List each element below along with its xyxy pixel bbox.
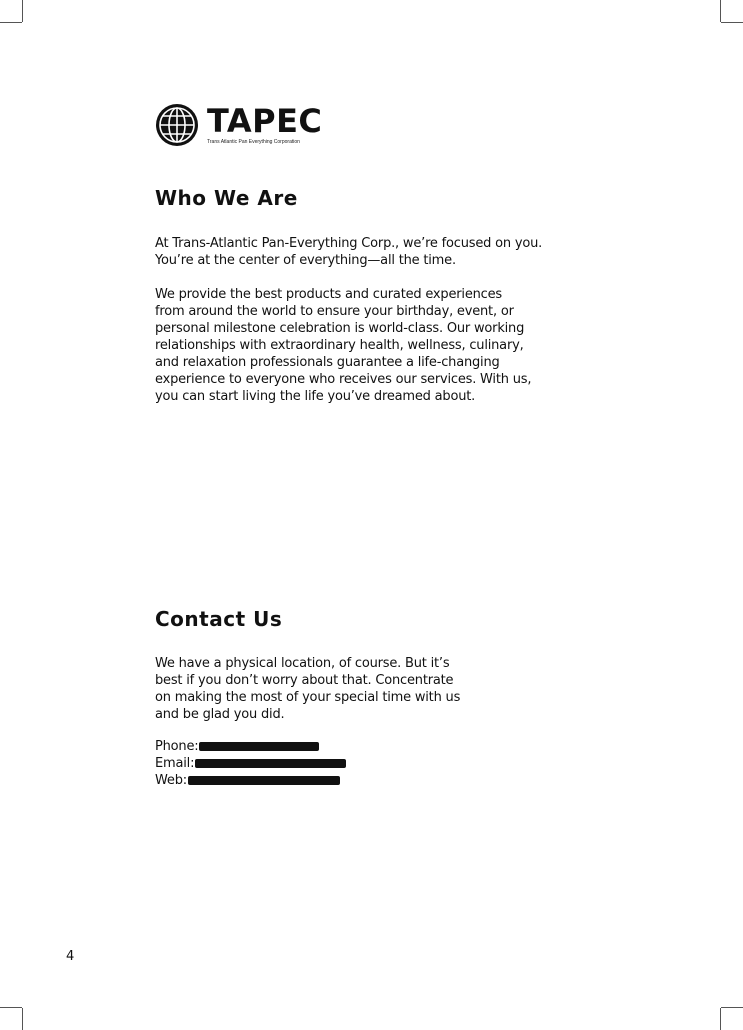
- text-line: and relaxation professionals guarantee a life-changing: [155, 355, 500, 370]
- crop-mark: [0, 22, 22, 23]
- phone-line: [155, 738, 346, 755]
- email-label: Email:: [155, 756, 195, 771]
- text-line: We provide the best products and curated experiences: [155, 287, 502, 302]
- brand-logo: [155, 103, 322, 147]
- who-we-are-heading: Who We Are: [155, 186, 298, 210]
- text-line: We have a physical location, of course. But it’s: [155, 656, 450, 671]
- text-line: personal milestone celebration is world-class. Our working: [155, 321, 525, 336]
- crop-mark: [0, 1007, 22, 1008]
- web-label: Web:: [155, 773, 187, 788]
- redacted-phone: [199, 742, 319, 751]
- who-we-are-intro: [155, 235, 542, 269]
- crop-mark: [721, 1007, 743, 1008]
- text-line: you can start living the life you’ve dreamed about.: [155, 389, 476, 404]
- text-line: relationships with extraordinary health, wellness, culinary,: [155, 338, 524, 353]
- phone-label: Phone:: [155, 739, 199, 754]
- text-line: best if you don’t worry about that. Concentrate: [155, 673, 454, 688]
- text-line: on making the most of your special time with us: [155, 690, 461, 705]
- contact-us-heading: Contact Us: [155, 607, 283, 631]
- crop-mark: [720, 0, 721, 22]
- text-line: At Trans-Atlantic Pan-Everything Corp., we’re focused on you.: [155, 236, 543, 251]
- brand-tagline: Trans Atlantic Pan Everything Corporation: [207, 139, 300, 145]
- who-we-are-body: [155, 286, 531, 405]
- brand-name: TAPEC: [207, 102, 323, 140]
- contact-details: [155, 738, 346, 789]
- text-line: and be glad you did.: [155, 707, 285, 722]
- crop-mark: [22, 0, 23, 22]
- crop-mark: [720, 1008, 721, 1030]
- crop-mark: [721, 22, 743, 23]
- text-line: from around the world to ensure your birthday, event, or: [155, 304, 514, 319]
- globe-icon: [155, 103, 199, 147]
- page-number: 4: [66, 949, 75, 964]
- email-line: [155, 755, 346, 772]
- web-line: [155, 772, 346, 789]
- redacted-email: [195, 759, 346, 768]
- text-line: You’re at the center of everything—all the time.: [155, 253, 456, 268]
- crop-mark: [22, 1008, 23, 1030]
- text-line: experience to everyone who receives our services. With us,: [155, 372, 532, 387]
- redacted-web: [188, 776, 340, 785]
- contact-us-body: [155, 655, 460, 723]
